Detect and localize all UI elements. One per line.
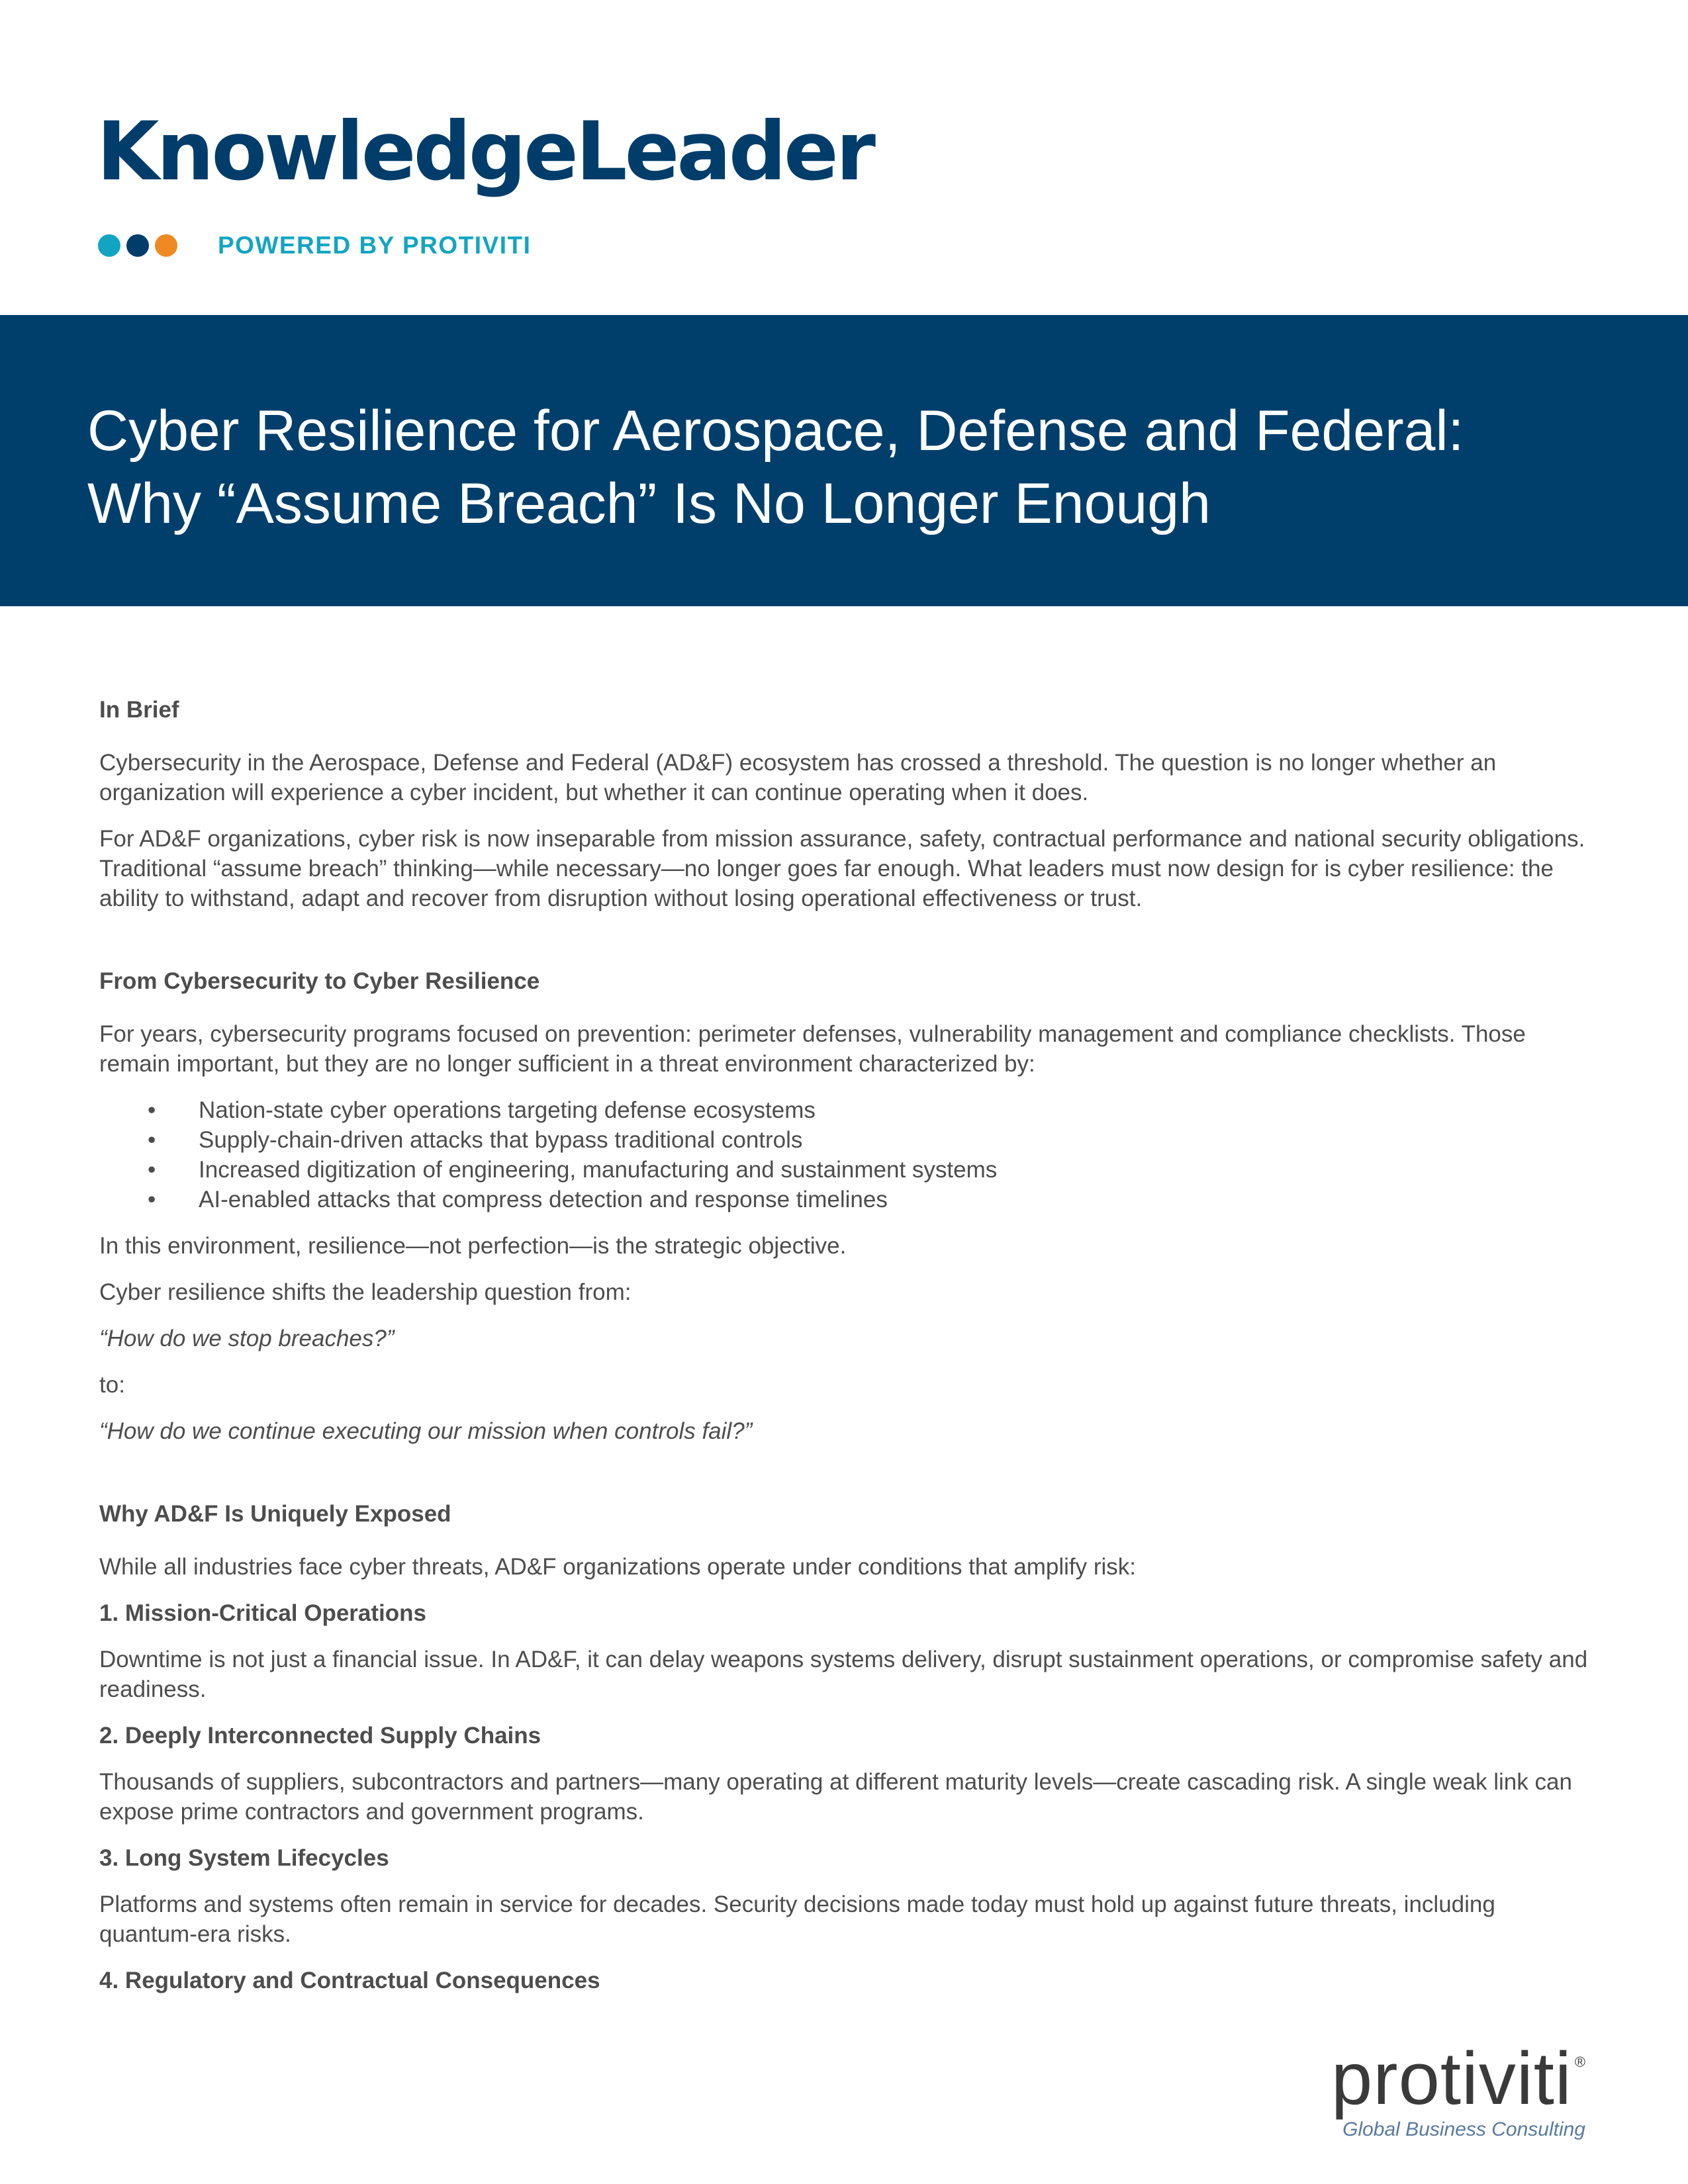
heading-in-brief: In Brief xyxy=(99,697,179,723)
quote: “How do we continue executing our mission when controls fail?” xyxy=(99,1418,753,1444)
list-item: • Increased digitization of engineering, manufacturing and sustainment systems xyxy=(199,1155,1589,1185)
heading-cyber-resilience: From Cybersecurity to Cyber Resilience xyxy=(99,968,540,994)
subheading: 4. Regulatory and Contractual Consequences xyxy=(99,1968,600,1993)
paragraph: Platforms and systems often remain in service for decades. Security decisions made today must hold up against future threats, including quantum-era risks. xyxy=(99,1891,1495,1947)
title-line-2: Why “Assume Breach” Is No Longer Enough xyxy=(87,472,1211,535)
bullet-icon: • xyxy=(148,1127,156,1153)
title-banner xyxy=(0,315,1688,606)
powered-by-row xyxy=(98,232,531,259)
bullet-icon: • xyxy=(148,1097,156,1123)
paragraph: Cyber resilience shifts the leadership question from: xyxy=(99,1279,632,1305)
title-line-1: Cyber Resilience for Aerospace, Defense and Federal: xyxy=(87,399,1464,463)
dot-icon-orange xyxy=(155,234,177,257)
document-body xyxy=(99,695,1589,2012)
quote: “How do we stop breaches?” xyxy=(99,1326,395,1351)
list-item: • AI-enabled attacks that compress detection and response timelines xyxy=(199,1185,1589,1214)
bullet-icon: • xyxy=(148,1157,156,1183)
knowledgeleader-logo: KnowledgeLeader xyxy=(97,105,873,199)
powered-by-label: POWERED BY PROTIVITI xyxy=(218,232,532,259)
subheading: 1. Mission-Critical Operations xyxy=(99,1600,426,1626)
list-item: • Nation-state cyber operations targeting defense ecosystems xyxy=(199,1095,1589,1125)
heading-uniquely-exposed: Why AD&F Is Uniquely Exposed xyxy=(99,1501,451,1527)
subheading: 3. Long System Lifecycles xyxy=(99,1845,389,1871)
list-item: • Supply-chain-driven attacks that bypass traditional controls xyxy=(199,1125,1589,1155)
bullet-icon: • xyxy=(148,1187,156,1212)
dot-icon-teal xyxy=(98,234,120,257)
paragraph: In this environment, resilience—not perfection—is the strategic objective. xyxy=(99,1233,847,1259)
bullet-list xyxy=(99,1095,1589,1214)
protiviti-logo xyxy=(1331,2037,1585,2141)
paragraph: to: xyxy=(99,1372,125,1398)
paragraph: For years, cybersecurity programs focused on prevention: perimeter defenses, vulnerability management and compliance checklists. Those remain important, but they are no longer sufficient in a threat environment characterized by: xyxy=(99,1021,1526,1077)
paragraph: For AD&F organizations, cyber risk is now inseparable from mission assurance, safety, contractual performance and national security obligations. Traditional “assume breach” thinking—while necessary—no longer goes far enough. What leaders must now design for is cyber resilience: the ability to withstand, adapt and recover from disruption without losing operational effectiveness or trust. xyxy=(99,826,1585,911)
document-title xyxy=(87,394,1464,540)
paragraph: Cybersecurity in the Aerospace, Defense and Federal (AD&F) ecosystem has crossed a threshold. The question is no longer whether an organization will experience a cyber incident, but whether it can continue operating when it does. xyxy=(99,750,1497,805)
registered-mark: ® xyxy=(1574,2054,1585,2070)
tagline: Global Business Consulting xyxy=(1342,2118,1585,2140)
dot-icon-navy xyxy=(126,234,149,257)
paragraph: Downtime is not just a financial issue. In AD&F, it can delay weapons systems delivery, disrupt sustainment operations, or compromise safety and readiness. xyxy=(99,1647,1588,1702)
paragraph: While all industries face cyber threats, AD&F organizations operate under conditions that amplify risk: xyxy=(99,1554,1137,1580)
subheading: 2. Deeply Interconnected Supply Chains xyxy=(99,1723,541,1749)
paragraph: Thousands of suppliers, subcontractors and partners—many operating at different maturity levels—create cascading risk. A single weak link can expose prime contractors and government programs. xyxy=(99,1769,1572,1825)
protiviti-wordmark: protiviti xyxy=(1331,2037,1572,2120)
